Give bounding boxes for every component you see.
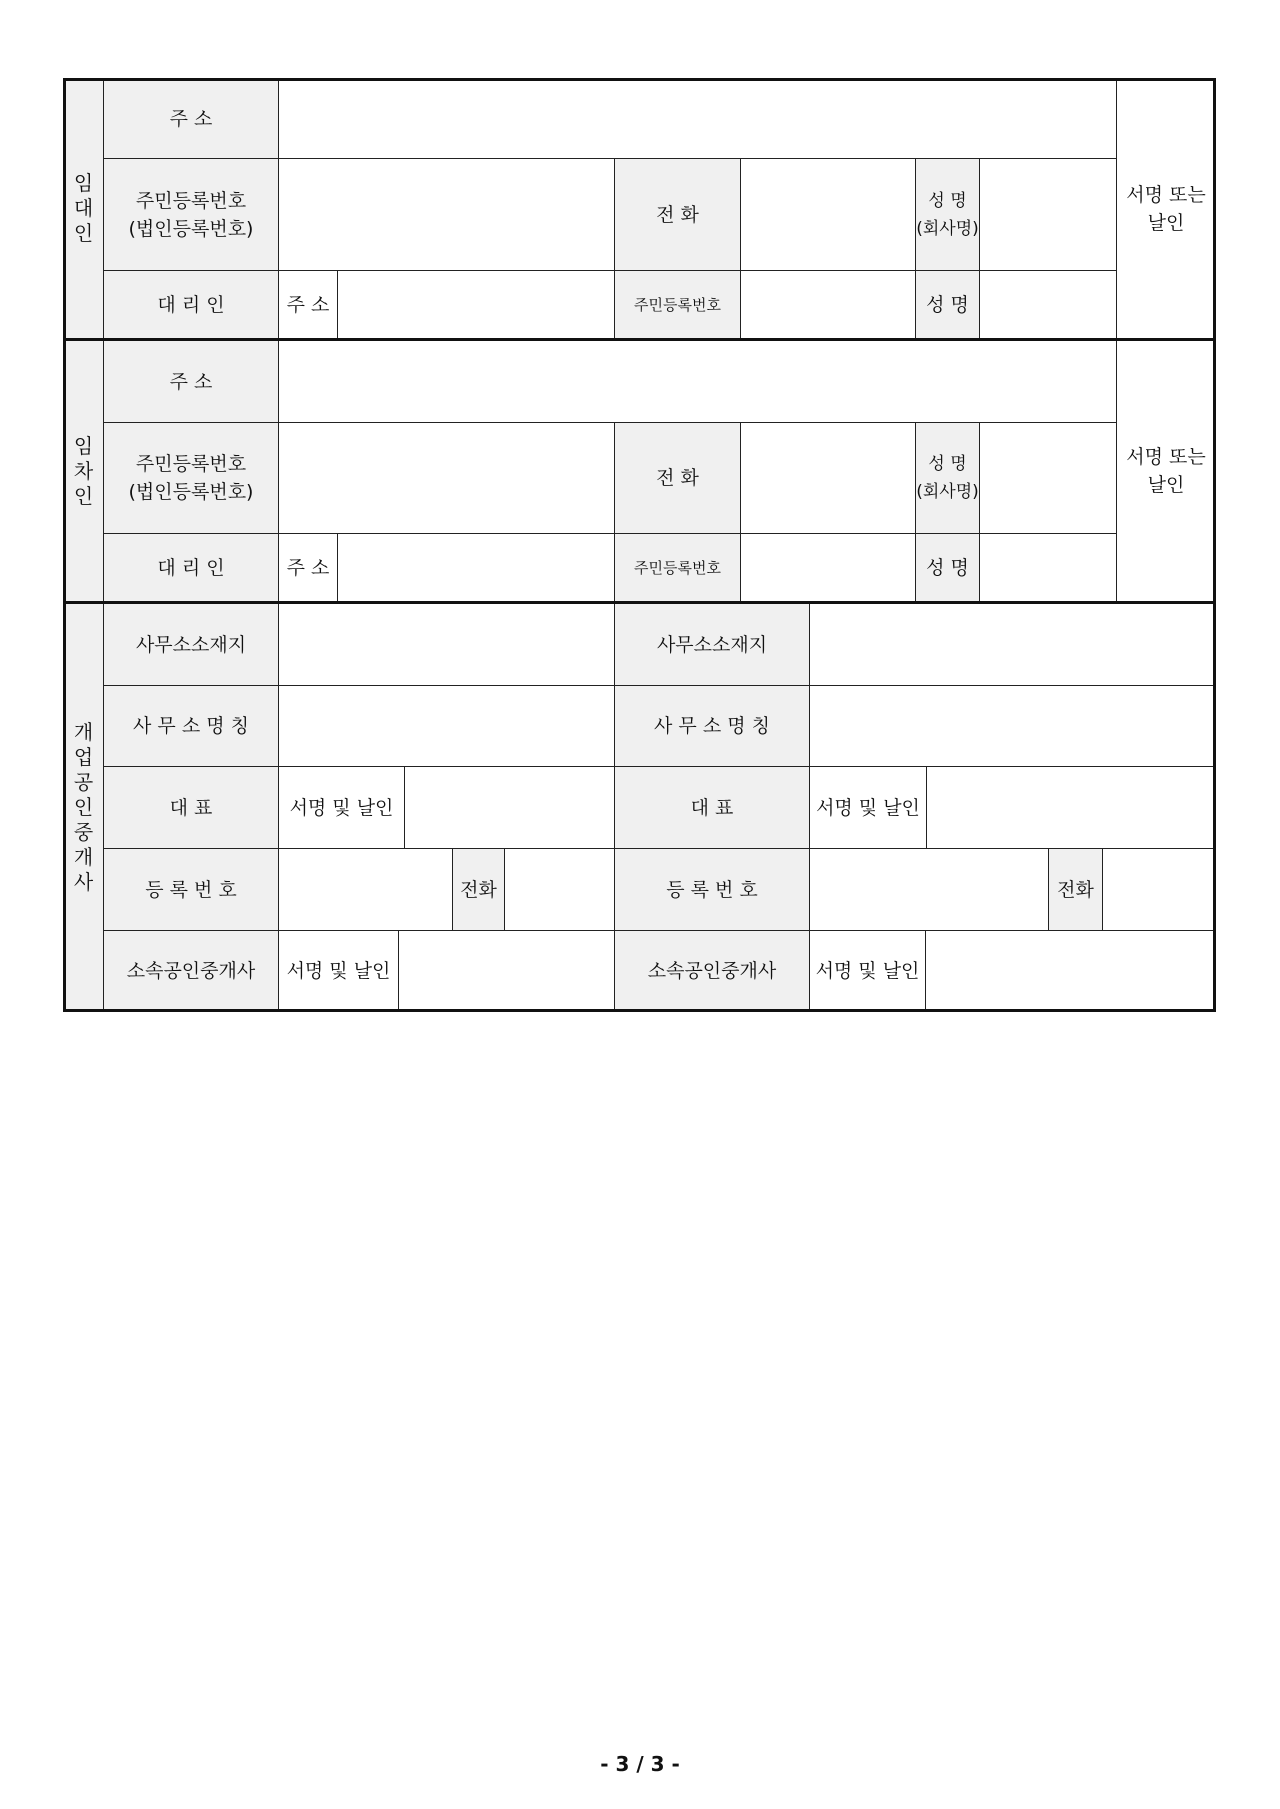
lessor-name-label: 성 명 (회사명) (915, 158, 980, 271)
lessor-address-field[interactable] (278, 78, 1117, 159)
section-separator (63, 601, 1216, 604)
lessor-agent-address-field[interactable] (337, 270, 615, 339)
lessee-reg-no-label: 주민등록번호 (법인등록번호) (103, 422, 279, 534)
lessee-name-field[interactable] (979, 422, 1117, 534)
lessor-phone-field[interactable] (740, 158, 916, 271)
broker-office-name-field[interactable] (278, 685, 615, 767)
broker2-office-location-field[interactable] (809, 603, 1216, 686)
broker-reg-number-field[interactable] (278, 848, 453, 931)
lessor-side-label: 임 대 인 (63, 78, 104, 339)
broker2-representative-label: 대 표 (614, 766, 810, 849)
broker-phone-field[interactable] (504, 848, 615, 931)
lessee-signature-cell[interactable] (1116, 340, 1216, 602)
lessor-agent-reg-no-field[interactable] (740, 270, 916, 339)
page-number: - 3 / 3 - (600, 1752, 680, 1776)
lessor-agent-name-field[interactable] (979, 270, 1117, 339)
lessor-agent-label: 대 리 인 (103, 270, 279, 339)
broker-affiliated-label: 소속공인중개사 (103, 930, 279, 1012)
broker2-office-location-label: 사무소소재지 (614, 603, 810, 686)
lessor-signature-label: 서명 또는 날인 (1126, 183, 1206, 234)
broker2-affiliated-sign-seal-label: 서명 및 날인 (809, 930, 926, 1012)
broker-side-label: 개 업 공 인 중 개 사 (63, 603, 104, 1012)
broker2-office-name-label: 사 무 소 명 칭 (614, 685, 810, 767)
lessee-address-field[interactable] (278, 340, 1117, 423)
lessee-name-label: 성 명 (회사명) (915, 422, 980, 534)
lessee-agent-address-label: 주 소 (278, 533, 338, 602)
broker2-office-name-field[interactable] (809, 685, 1216, 767)
broker-representative-label: 대 표 (103, 766, 279, 849)
lessor-name-field[interactable] (979, 158, 1117, 271)
broker2-reg-number-label: 등 록 번 호 (614, 848, 810, 931)
lessor-phone-label: 전 화 (614, 158, 741, 271)
lessee-signature-label: 서명 또는 날인 (1126, 446, 1206, 496)
lessee-agent-name-label: 성 명 (915, 533, 980, 602)
section-separator (63, 338, 1216, 341)
broker-representative-sign-field[interactable] (404, 766, 615, 849)
broker-phone-label: 전화 (452, 848, 505, 931)
lessee-agent-reg-no-label: 주민등록번호 (614, 533, 741, 602)
broker2-sign-seal-label: 서명 및 날인 (809, 766, 927, 849)
broker-office-location-field[interactable] (278, 603, 615, 686)
lessee-phone-label: 전 화 (614, 422, 741, 534)
broker-affiliated-sign-seal-label: 서명 및 날인 (278, 930, 399, 1012)
lessor-agent-name-label: 성 명 (915, 270, 980, 339)
lessor-address-label: 주 소 (103, 78, 279, 159)
broker2-affiliated-sign-field[interactable] (925, 930, 1216, 1012)
lessee-reg-no-field[interactable] (278, 422, 615, 534)
lessee-agent-label: 대 리 인 (103, 533, 279, 602)
broker2-phone-label: 전화 (1048, 848, 1103, 931)
lessor-agent-address-label: 주 소 (278, 270, 338, 339)
lessee-agent-reg-no-field[interactable] (740, 533, 916, 602)
broker2-phone-field[interactable] (1102, 848, 1216, 931)
lessee-agent-address-field[interactable] (337, 533, 615, 602)
lessor-agent-reg-no-label: 주민등록번호 (614, 270, 741, 339)
lessee-phone-field[interactable] (740, 422, 916, 534)
broker2-reg-number-field[interactable] (809, 848, 1049, 931)
lessee-side-label: 임 차 인 (63, 340, 104, 602)
lessee-address-label: 주 소 (103, 340, 279, 423)
broker-affiliated-sign-field[interactable] (398, 930, 615, 1012)
broker-office-location-label: 사무소소재지 (103, 603, 279, 686)
broker-reg-number-label: 등 록 번 호 (103, 848, 279, 931)
broker2-representative-sign-field[interactable] (926, 766, 1216, 849)
lessor-reg-no-label: 주민등록번호 (법인등록번호) (103, 158, 279, 271)
broker2-affiliated-label: 소속공인중개사 (614, 930, 810, 1012)
lessor-signature-cell[interactable] (1116, 78, 1216, 339)
broker-sign-seal-label: 서명 및 날인 (278, 766, 405, 849)
lessee-agent-name-field[interactable] (979, 533, 1117, 602)
broker-office-name-label: 사 무 소 명 칭 (103, 685, 279, 767)
lessor-reg-no-field[interactable] (278, 158, 615, 271)
